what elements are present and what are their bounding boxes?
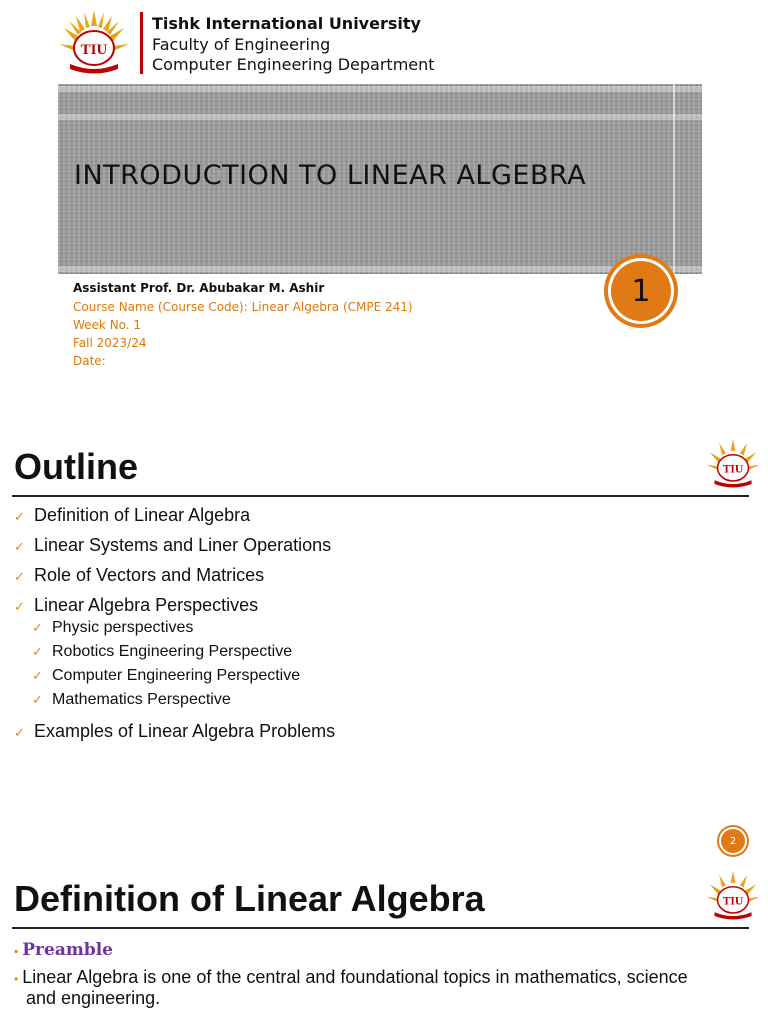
week-number: Week No. 1 — [73, 318, 142, 332]
outline-item: ✓ Linear Algebra Perspectives — [14, 595, 259, 615]
author: Assistant Prof. Dr. Abubakar M. Ashir — [73, 281, 325, 295]
outline-subitem: ✓ Robotics Engineering Perspective — [32, 643, 293, 660]
tiu-logo — [56, 8, 132, 78]
header-divider — [140, 12, 143, 74]
outline-subitem: ✓ Physic perspectives — [32, 619, 194, 636]
slide-title: INTRODUCTION TO LINEAR ALGEBRA — [74, 160, 587, 191]
check-icon: ✓ — [32, 668, 43, 683]
check-icon: ✓ — [32, 692, 43, 707]
term: Fall 2023/24 — [73, 336, 147, 350]
definition-title: Definition of Linear Algebra — [14, 878, 485, 919]
outline-subitem: ✓ Computer Engineering Perspective — [32, 667, 301, 684]
outline-title: Outline — [14, 446, 138, 487]
definition-rule — [12, 927, 749, 929]
course-name: Course Name (Course Code): Linear Algebra (CMPE 241) — [73, 300, 413, 314]
square-bullet-icon: ▪ — [14, 944, 19, 958]
university-name: Tishk International University — [152, 14, 421, 33]
check-icon: ✓ — [14, 509, 25, 524]
slide-number-badge: 1 — [608, 258, 674, 324]
department-name: Computer Engineering Department — [152, 55, 435, 74]
svg-text:TIU: TIU — [722, 894, 744, 908]
outline-subitem: ✓ Mathematics Perspective — [32, 691, 231, 708]
outline-rule — [12, 495, 749, 497]
page-number-badge: 2 — [719, 827, 747, 855]
bullet-icon: • — [14, 972, 19, 986]
faculty-name: Faculty of Engineering — [152, 35, 331, 54]
outline-item: ✓ Linear Systems and Liner Operations — [14, 535, 332, 555]
check-icon: ✓ — [14, 725, 25, 740]
tiu-logo-small — [703, 437, 763, 491]
definition-paragraph: • Linear Algebra is one of the central and foundational topics in mathematics, science and engineering. — [14, 967, 688, 1008]
preamble-heading: ▪ Preamble — [14, 940, 113, 960]
tiu-logo-small — [703, 869, 763, 923]
svg-text:TIU: TIU — [80, 42, 108, 58]
svg-text:TIU: TIU — [722, 462, 744, 476]
check-icon: ✓ — [14, 569, 25, 584]
date-label: Date: — [73, 354, 106, 368]
check-icon: ✓ — [32, 644, 43, 659]
outline-item: ✓ Examples of Linear Algebra Problems — [14, 721, 336, 741]
outline-item: ✓ Role of Vectors and Matrices — [14, 565, 265, 585]
check-icon: ✓ — [32, 620, 43, 635]
outline-item: ✓ Definition of Linear Algebra — [14, 505, 251, 525]
check-icon: ✓ — [14, 539, 25, 554]
check-icon: ✓ — [14, 599, 25, 614]
